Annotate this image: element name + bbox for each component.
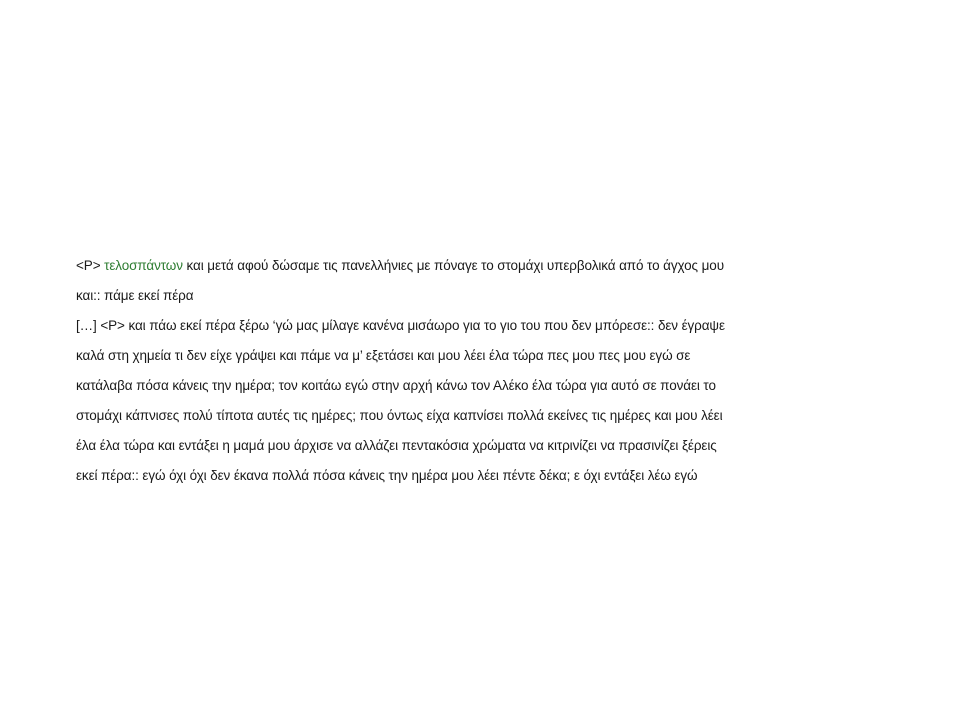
transcript-line-3: […] <P> και πάω εκεί πέρα ξέρω ‘γώ μας μίλαγε κανένα μισάωρο για το γιο του που δεν μπόρεσε:: δεν έγραψε <box>76 318 725 333</box>
transcript-line-2: και:: πάμε εκεί πέρα <box>76 288 194 303</box>
highlighted-word: τελοσπάντων <box>104 258 183 273</box>
transcript-line-1 <box>76 257 886 287</box>
transcript-text <box>76 257 886 497</box>
transcript-line-7: έλα έλα τώρα και εντάξει η μαμά μου άρχισε να αλλάζει πεντακόσια χρώματα να κιτρινίζει να πρασινίζει ξέρεις <box>76 438 717 453</box>
transcript-line-4: καλά στη χημεία τι δεν είχε γράψει και πάμε να μ’ εξετάσει και μου λέει έλα τώρα πες μου πες μου εγώ σε <box>76 348 691 363</box>
transcript-line-8: εκεί πέρα:: εγώ όχι όχι δεν έκανα πολλά πόσα κάνεις την ημέρα μου λέει πέντε δέκα; ε όχι εντάξει λέω εγώ <box>76 468 698 483</box>
speaker-marker: <P> <box>76 258 101 273</box>
transcript-line-6: στομάχι κάπνισες πολύ τίποτα αυτές τις ημέρες; που όντως είχα καπνίσει πολλά εκείνες τις ημέρες και μου λέει <box>76 408 723 423</box>
transcript-line-5: κατάλαβα πόσα κάνεις την ημέρα; τον κοιτάω εγώ στην αρχή κάνω τον Αλέκο έλα τώρα για αυτό σε πονάει το <box>76 378 716 393</box>
line-1-text: και μετά αφού δώσαμε τις πανελλήνιες με πόναγε το στομάχι υπερβολικά από το άγχος μου <box>186 258 724 273</box>
